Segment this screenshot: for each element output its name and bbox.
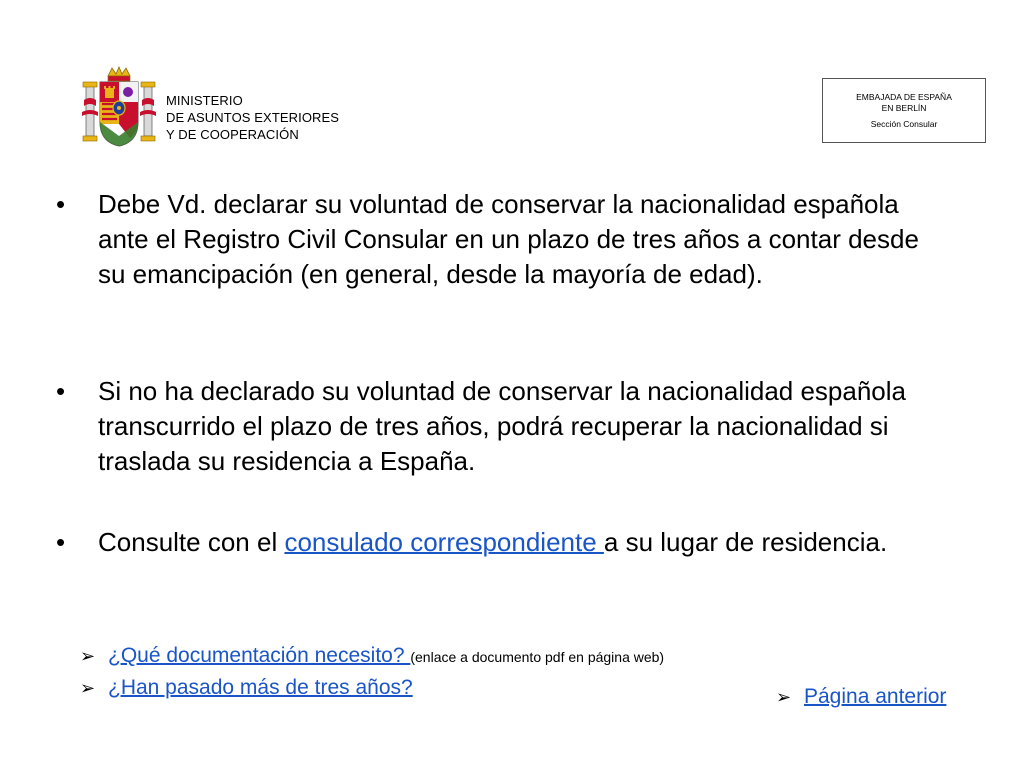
bullet-text xyxy=(98,525,938,560)
bullet-text: Debe Vd. declarar su voluntad de conservar la nacionalidad española ante el Registro Civil Consular en un plazo de tres años a contar desde su emancipación (en general, desde la mayoría de edad). xyxy=(98,189,919,289)
embassy-stamp xyxy=(822,78,986,143)
documentation-note: (enlace a documento pdf en página web) xyxy=(410,649,665,665)
bullet-item-recover xyxy=(56,374,956,479)
bullet-point: • xyxy=(56,527,66,557)
bullet-point: • xyxy=(56,376,66,406)
bullet-text: Si no ha declarado su voluntad de conservar la nacionalidad española transcurrido el plazo de tres años, podrá recuperar la nacionalidad si traslada su residencia a España. xyxy=(98,376,907,476)
arrow-bullet-icon: ➢ xyxy=(776,687,792,707)
ministry-line-1: MINISTERIO xyxy=(166,93,243,108)
arrow-bullet-icon: ➢ xyxy=(80,678,96,698)
documentation-item xyxy=(80,642,664,671)
consulate-link[interactable]: consulado correspondiente xyxy=(284,527,604,557)
previous-page-link[interactable]: Página anterior xyxy=(804,685,947,708)
embassy-line-2: EN BERLÍN xyxy=(881,103,927,113)
bullet-item-consult xyxy=(56,525,956,560)
bullet-item-declare xyxy=(56,187,956,292)
bullet-point: • xyxy=(56,189,66,219)
arrow-bullet-icon: ➢ xyxy=(80,646,96,666)
consult-prefix: Consulte con el xyxy=(98,527,285,557)
documentation-link[interactable]: ¿Qué documentación necesito? xyxy=(108,644,411,667)
coat-of-arms-icon xyxy=(80,66,158,150)
ministry-line-3: Y DE COOPERACIÓN xyxy=(166,127,299,142)
embassy-line-1: EMBAJADA DE ESPAÑA xyxy=(856,92,952,102)
previous-page-item xyxy=(776,683,946,711)
three-years-link[interactable]: ¿Han pasado más de tres años? xyxy=(108,676,413,699)
ministry-name xyxy=(166,92,339,143)
ministry-line-2: DE ASUNTOS EXTERIORES xyxy=(166,110,340,125)
embassy-section: Sección Consular xyxy=(870,119,938,129)
three-years-item xyxy=(80,674,413,702)
consult-suffix: a su lugar de residencia. xyxy=(603,527,888,557)
